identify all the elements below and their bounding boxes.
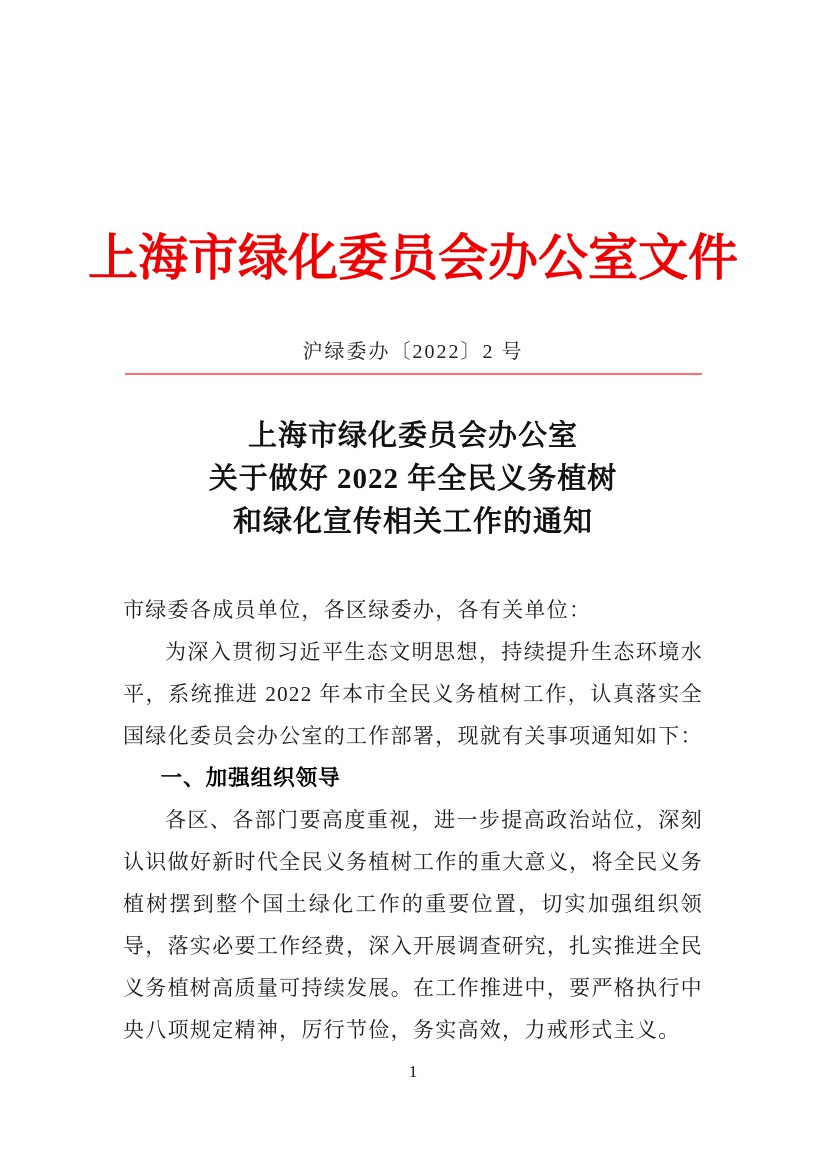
document-title-line-3: 和绿化宣传相关工作的通知 [232, 506, 593, 538]
page-number: 1 [408, 1062, 418, 1081]
section-1-paragraph: 各区、各部门要高度重视，进一步提高政治站位，深刻认识做好新时代全民义务植树工作的重大意义，将全民义务植树摆到整个国土绿化工作的重要位置，切实加强组织领导，落实必要工作经费，深入开展调查研究，扎实推进全民义务植树高质量可持续发展。在工作推进中，要严格执行中央八项规定精神，厉行节俭，务实高效，力戒形式主义。 [123, 808, 703, 1042]
document-title-line-1: 上海市绿化委员会办公室 [247, 420, 578, 452]
document-body [123, 589, 703, 1051]
red-divider-line [125, 373, 702, 375]
document-title-line-2: 关于做好 2022 年全民义务植树 [208, 463, 618, 495]
masthead-org-title: 上海市绿化委员会办公室文件 [88, 230, 738, 286]
document-reference-number: 沪绿委办〔2022〕2 号 [302, 341, 524, 363]
document-title [0, 415, 826, 544]
intro-paragraph: 为深入贯彻习近平生态文明思想，持续提升生态环境水平，系统推进 2022 年本市全民义务植树工作，认真落实全国绿化委员会办公室的工作部署，现就有关事项通知如下： [123, 640, 703, 748]
salutation-line: 市绿委各成员单位，各区绿委办，各有关单位： [123, 598, 592, 622]
section-1-heading: 一、加强组织领导 [160, 766, 341, 790]
